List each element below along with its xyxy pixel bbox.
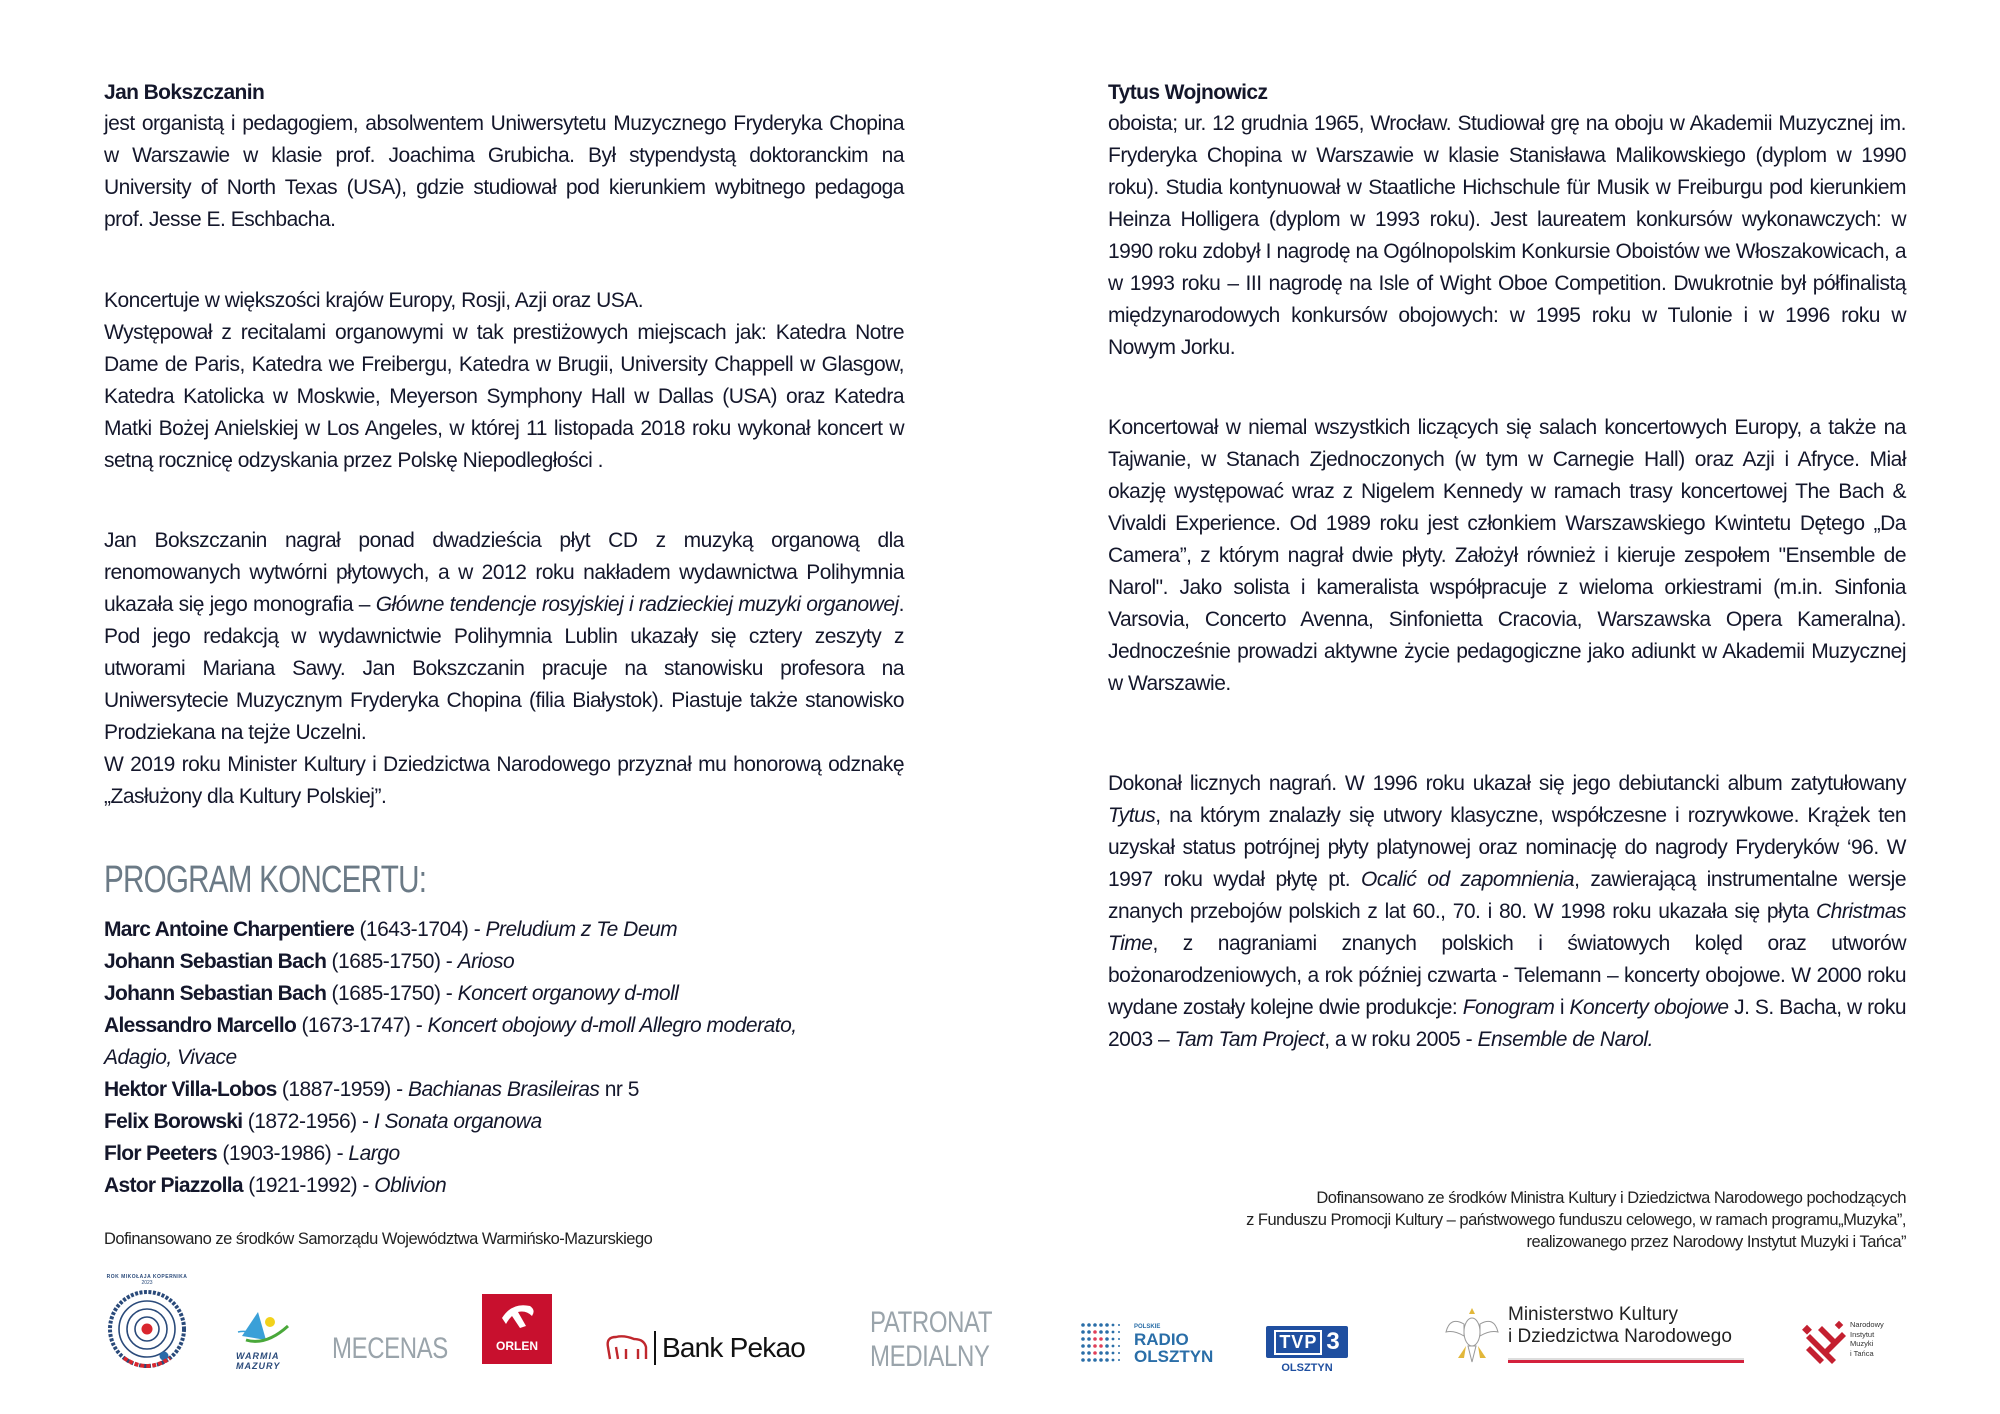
tvp-number: 3 [1326,1328,1340,1355]
program-item [104,1074,964,1106]
orlen-logo [482,1294,552,1364]
album-title: Fonogram [1462,996,1555,1019]
program-item-continuation [104,1042,964,1074]
program-item [104,1138,964,1170]
radio-dots-icon [1080,1322,1124,1366]
composer: Felix Borowski [104,1110,243,1133]
program-item [104,914,964,946]
program-item [104,1106,964,1138]
ministry-line2: i Dziedzictwa Narodowego [1508,1326,1732,1347]
bio-paragraph-group [104,525,904,813]
bio-name: Jan Bokszczanin [104,81,265,104]
warmia-mazury-logo [236,1310,302,1372]
composer: Johann Sebastian Bach [104,950,327,973]
bio-name: Tytus Wojnowicz [1108,81,1268,104]
text-run: Dokonał licznych nagrań. W 1996 roku ukazał się jego debiutancki album zatytułowany [1108,772,1906,795]
work-title: I Sonata organowa [373,1110,542,1133]
nimit-line4: i Tańca [1850,1348,1874,1358]
divider [654,1331,656,1365]
mazury-text: MAZURY [236,1361,281,1371]
years: (1685-1750) - [326,982,458,1005]
program-item [104,978,964,1010]
program-heading: PROGRAM KONCERTU: [104,859,427,901]
work-title: Adagio, Vivace [104,1046,237,1069]
funding-note-regional: Dofinansowano ze środków Samorządu Województwa Warmińsko-Mazurskiego [104,1230,653,1248]
bio-paragraph: oboista; ur. 12 grudnia 1965, Wrocław. Studiował grę na oboju w Akademii Muzycznej im. Fryderyka Chopina w Warszawie w klasie Stanisława Malikowskiego (dyplom w 1990 roku). Studia kontynuował w Staatliche Hichschule für Musik w Freiburgu pod kierunkiem Heinza Holligera (dyplom w 1993 roku). Jest laureatem konkursów wykonawczych: w 1990 roku zdobył I nagrodę na Ogólnopolskim Konkursie Oboistów we Włoszakowicach, a w 1993 roku – III nagrodę na Isle of Wight Oboe Competition. Dwukrotnie był półfinalistą międzynarodowych konkursów obojowych: w 1995 roku w Tulonie i w 1996 roku w Nowym Jorku. [1108,112,1906,359]
copernicus-year-logo [104,1274,190,1374]
work-title: Largo [348,1142,400,1165]
composer: Astor Piazzolla [104,1174,243,1197]
bio-tytus-wojnowicz [1108,78,1906,364]
funding-note-ministry [1056,1187,1906,1253]
nimit-line3: Muzyki [1850,1339,1874,1348]
bio-paragraph-group [1108,412,1906,700]
program-item [104,1170,964,1202]
text-run: J. S. Bacha, w roku 2003 – [1108,996,1907,1051]
bio-paragraph [1108,768,1906,1056]
composer: Hektor Villa-Lobos [104,1078,277,1101]
warmia-sail-icon [236,1310,296,1346]
years: (1872-1956) - [242,1110,374,1133]
album-title: Tytus [1108,804,1156,827]
ministry-text [1508,1304,1744,1370]
sponsor-logo-strip [0,1270,2000,1390]
nimit-line1: Narodowy [1850,1320,1884,1329]
work-title: Bachianas Brasileiras [407,1078,600,1101]
album-title: Christmas Time [1108,900,1906,955]
tvp-city: OLSZTYN [1281,1362,1333,1374]
flag-red-stripe [1508,1360,1744,1363]
years: (1643-1704) - [354,918,486,941]
radio-olsztyn-logo [1080,1322,1213,1366]
patronat-label [870,1306,992,1374]
bio-jan-bokszczanin [104,78,904,236]
bio-paragraph: Występował z recitalami organowymi w tak prestiżowych miejscach jak: Katedra Notre Dame de Paris, Katedra we Freibergu, Katedra w Brugii, University Chappell w Glasgow, Katedra Katolicka w Moskwie, Meyerson Symphony Hall w Dallas (USA) oraz Katedra Matki Bożej Anielskiej w Los Angeles, w której 11 listopada 2018 roku wykonał koncert w setną rocznicę odzyskania przez Polskę Niepodległości . [104,321,904,472]
patronat-line1: PATRONAT [870,1306,993,1339]
radio-line1: RADIO [1134,1330,1189,1349]
bio-paragraph-group [1108,768,1906,1056]
work-suffix: nr 5 [599,1078,639,1101]
text-run: , na którym znalazły się utwory klasyczne, współczesne i rozrywkowe. Krążek ten uzyskał status potrójnej płyty platynowej oraz nominację do nagrody Fryderyków ‘96. W 1997 roku wydał płytę pt. [1108,804,1906,891]
radio-olsztyn-text [1134,1323,1213,1365]
radio-small-text: POLSKIE [1134,1324,1161,1330]
white-eagle-emblem-icon [1442,1304,1502,1370]
composer: Alessandro Marcello [104,1014,297,1037]
nimit-mark-icon [1802,1320,1846,1370]
bio-paragraph: Koncertował w niemal wszystkich liczących się salach koncertowych Europy, a także na Tajwanie, w Stanach Zjednoczonych (w tym w Carnegie Hall) oraz Azji i Afryce. Miał okazję występować wraz z Nigelem Kennedy w ramach trasy koncertowej The Bach & Vivaldi Experience. Od 1989 roku jest członkiem Warszawskiego Kwintetu Dętego „Da Camera”, z którym nagrał dwie płyty. Założył również i kieruje zespołem "Ensemble de Narol". Jako solista i kameralista współpracuje z wieloma orkiestrami (m.in. Sinfonia Varsovia, Concerto Avenna, Sinfonietta Cracovia, Warszawska Opera Kameralna). Jednocześnie prowadzi aktywne życie pedagogiczne jako adiunkt w Akademii Muzycznej w Warszawie. [1108,416,1906,695]
album-title: Koncerty obojowe [1569,996,1729,1019]
bio-paragraph: W 2019 roku Minister Kultury i Dziedzictwa Narodowego przyznał mu honorową odznakę „Zasłużony dla Kultury Polskiej”. [104,753,904,808]
program-list [104,914,964,1202]
years: (1921-1992) - [242,1174,375,1197]
nimit-line2: Instytut [1850,1329,1875,1339]
nimit-logo [1802,1320,1884,1370]
copernicus-year: 2023 [141,1280,153,1286]
text-run: Jan Bokszczanin nagrał ponad dwadzieścia płyt CD z muzyką organową dla renomowanych wytwórni płytowych, a w 2012 roku nakładem wydawnictwa Polihymnia ukazała się jego monografia – [104,529,904,616]
copernicus-circles-icon [104,1286,190,1372]
years: (1673-1747) - [296,1014,428,1037]
text-run: . Pod jego redakcją w wydawnictwie Polihymnia Lublin ukazały się cztery zeszyty z utworami Mariana Sawy. Jan Bokszczanin pracuje na stanowisku profesora na Uniwersytecie Muzycznym Fryderyka Chopina (filia Białystok). Piastuje także stanowisko Prodziekana na tejże Uczelni. [104,593,905,744]
text-run: , zawierającą instrumentalne wersje znanych przebojów polskich z lat 60., 70. i 80. W 1998 roku ukazała się płyta [1108,868,1906,923]
bio-paragraph [104,525,904,749]
tvp3-olsztyn-logo [1266,1326,1348,1374]
composer: Johann Sebastian Bach [104,982,327,1005]
ministry-culture-logo [1442,1304,1744,1370]
funding-line: Dofinansowano ze środków Ministra Kultury i Dziedzictwa Narodowego pochodzących [1316,1189,1906,1207]
album-title: Ocalić od zapomnienia [1361,868,1575,891]
work-title: Koncert organowy d-moll [457,982,679,1005]
tvp3-badge [1266,1326,1348,1358]
work-title: Oblivion [374,1174,447,1197]
album-title: Ensemble de Narol. [1477,1028,1653,1051]
program-item [104,1010,964,1042]
bio-paragraph-group [104,285,904,477]
album-title: Tam Tam Project [1174,1028,1325,1051]
bio-paragraph: jest organistą i pedagogiem, absolwentem Uniwersytetu Muzycznego Fryderyka Chopina w Warszawie w klasie prof. Joachima Grubicha. Był stypendystą doktoranckim na University of North Texas (USA), gdzie studiował pod kierunkiem wybitnego pedagoga prof. Jesse E. Eschbacha. [104,112,904,231]
orlen-text: ORLEN [496,1339,538,1353]
work-title: Preludium z Te Deum [485,918,678,941]
bio-paragraph: Koncertuje w większości krajów Europy, Rosji, Azji oraz USA. [104,289,644,312]
ministry-line1: Ministerstwo Kultury [1508,1304,1678,1325]
text-run: , z nagraniami znanych polskich i światowych kolęd oraz utworów bożonarodzeniowych, a rok później czwarta - Telemann – koncerty obojowe. W 2000 roku wydane zostały kolejne dwie produkcje: [1108,932,1906,1019]
warmia-text: WARMIA [236,1351,280,1361]
composer: Marc Antoine Charpentiere [104,918,355,941]
monograph-title: Główne tendencje rosyjskiej i radzieckiej muzyki organowej [375,593,899,616]
bank-pekao-text: Bank Pekao [662,1332,805,1363]
work-title: Arioso [457,950,515,973]
mecenas-label: MECENAS [332,1332,448,1365]
tvp-brand: TVP [1274,1330,1322,1355]
text-run: , a w roku 2005 - [1324,1028,1478,1051]
years: (1887-1959) - [276,1078,408,1101]
orlen-eagle-icon [482,1294,552,1338]
program-item [104,946,964,978]
copernicus-top-text: ROK MIKOŁAJA KOPERNIKA [106,1274,188,1280]
nimit-text [1850,1320,1884,1370]
funding-line: z Funduszu Promocji Kultury – państwowego funduszu celowego, w ramach programu„Muzyka”, [1246,1211,1906,1229]
patronat-line2: MEDIALNY [870,1340,990,1373]
bank-pekao-logo [604,1328,805,1368]
years: (1903-1986) - [217,1142,349,1165]
years: (1685-1750) - [326,950,458,973]
work-title: Koncert obojowy d-moll Allegro moderato, [427,1014,797,1037]
composer: Flor Peeters [104,1142,217,1165]
bison-icon [604,1333,650,1363]
text-run: i [1554,996,1570,1019]
radio-line2: OLSZTYN [1134,1347,1214,1366]
funding-line: realizowanego przez Narodowy Instytut Muzyki i Tańca” [1526,1233,1906,1251]
